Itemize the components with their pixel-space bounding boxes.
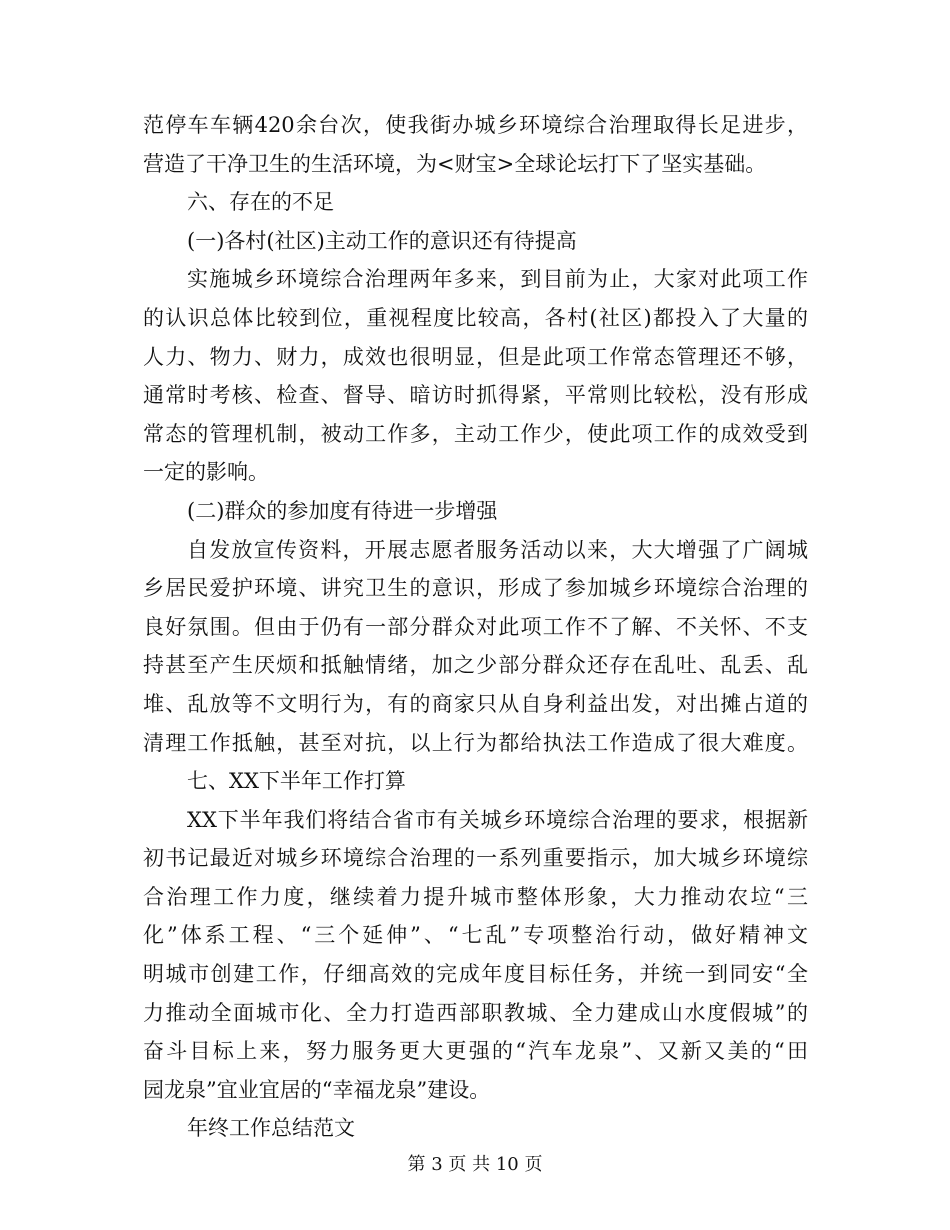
text-line: 乡居民爱护环境、讲究卫生的意识，形成了参加城乡环境综合治理的 — [143, 576, 808, 601]
text-line: 自发放宣传资料，开展志愿者服务活动以来，大大增强了广阔城 — [187, 537, 808, 562]
subsection-heading-1: (一)各村(社区)主动工作的意识还有待提高 — [187, 228, 577, 253]
text-line: 实施城乡环境综合治理两年多来，到目前为止，大家对此项工作 — [187, 267, 808, 292]
text-line: 堆、乱放等不文明行为，有的商家只从自身利益出发，对出摊占道的 — [143, 691, 808, 716]
text-line: 人力、物力、财力，成效也很明显，但是此项工作常态管理还不够， — [143, 344, 808, 369]
text-line: 一定的影响。 — [143, 460, 269, 485]
text-line: 化”体系工程、“三个延伸”、“七乱”专项整治行动，做好精神文 — [143, 923, 808, 948]
text-line: 初书记最近对城乡环境综合治理的一系列重要指示，加大城乡环境综 — [143, 846, 808, 871]
document-body — [143, 106, 808, 1148]
page-number-footer: 第 3 页 共 10 页 — [407, 1154, 543, 1175]
text-line: 范停车车辆420余台次，使我街办城乡环境综合治理取得长足进步， — [143, 113, 808, 137]
text-line: 明城市创建工作，仔细高效的完成年度目标任务，并统一到同安“全 — [143, 962, 808, 987]
section-heading-plan: 七、XX下半年工作打算 — [187, 769, 406, 794]
text-line: 奋斗目标上来，努力服务更大更强的“汽车龙泉”、又新又美的“田 — [143, 1039, 808, 1064]
text-line: 力推动全面城市化、全力打造西部职教城、全力建成山水度假城”的 — [143, 1000, 808, 1025]
subsection-heading-2: (二)群众的参加度有待进一步增强 — [187, 498, 498, 523]
text-line: 的认识总体比较到位，重视程度比较高，各村(社区)都投入了大量的 — [143, 305, 808, 330]
text-line: 营造了干净卫生的生活环境，为<财宝>全球论坛打下了坚实基础。 — [143, 151, 767, 176]
next-section-title: 年终工作总结范文 — [187, 1116, 355, 1141]
section-heading-shortcomings: 六、存在的不足 — [187, 190, 334, 215]
text-line: 通常时考核、检查、督导、暗访时抓得紧，平常则比较松，没有形成 — [143, 383, 808, 408]
text-line: 合治理工作力度，继续着力提升城市整体形象，大力推动农垃“三 — [143, 884, 808, 909]
text-line: 清理工作抵触，甚至对抗，以上行为都给执法工作造成了很大难度。 — [143, 730, 808, 755]
text-line: XX下半年我们将结合省市有关城乡环境综合治理的要求，根据新 — [187, 807, 808, 832]
text-line: 园龙泉”宜业宜居的“幸福龙泉”建设。 — [143, 1077, 491, 1102]
text-line: 良好氛围。但由于仍有一部分群众对此项工作不了解、不关怀、不支 — [143, 614, 808, 639]
text-line: 常态的管理机制，被动工作多，主动工作少，使此项工作的成效受到 — [143, 421, 808, 446]
text-line: 持甚至产生厌烦和抵触情绪，加之少部分群众还存在乱吐、乱丢、乱 — [143, 653, 808, 678]
